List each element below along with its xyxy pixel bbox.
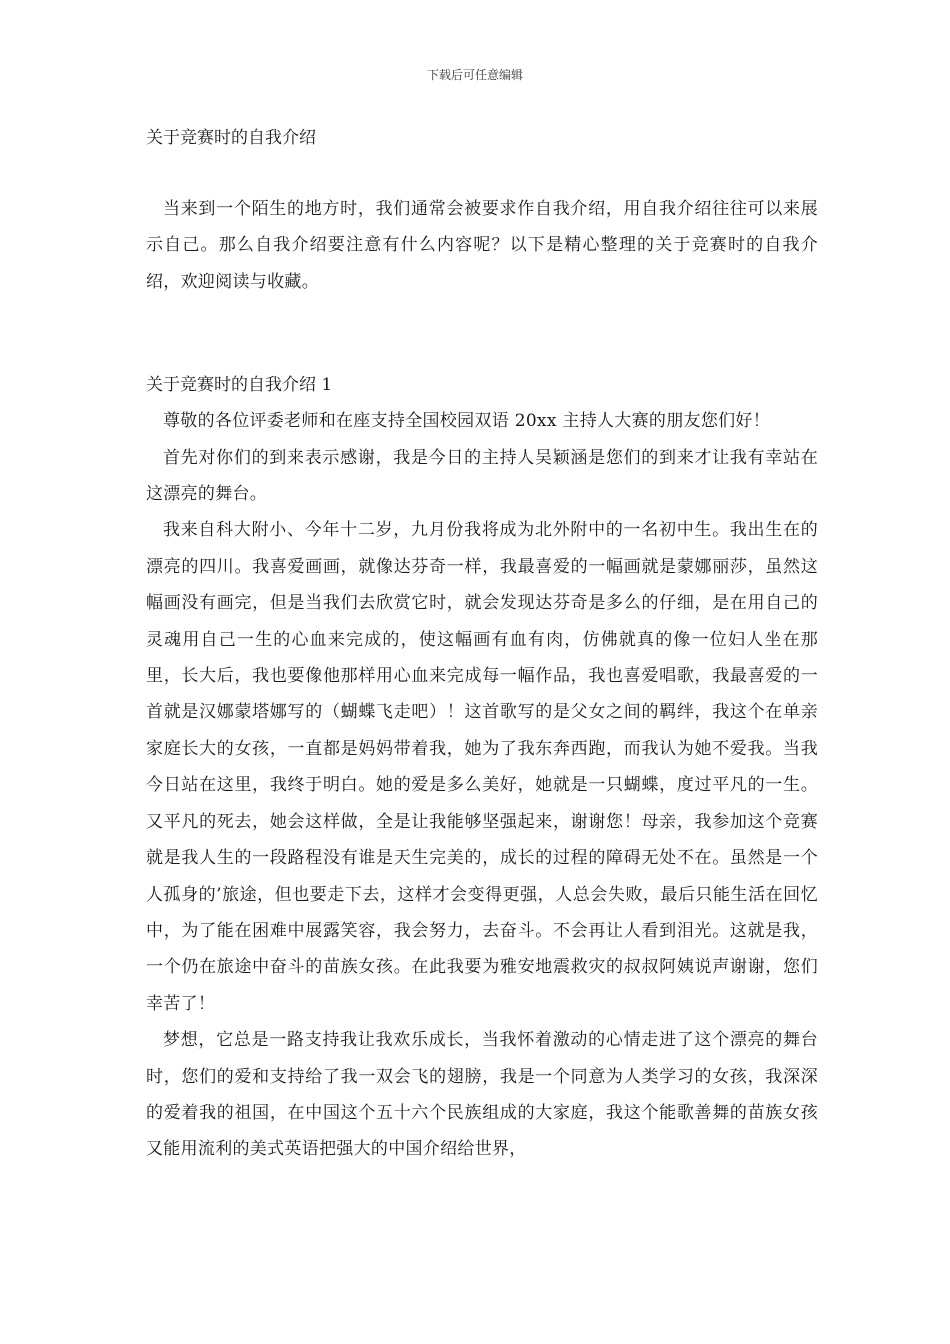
section-heading: 关于竞赛时的自我介绍 1 — [146, 375, 333, 396]
body-paragraph: 首先对你们的到来表示感谢，我是今日的主持人吴颖涵是您们的到来才让我有幸站在这漂亮的舞台。 — [146, 447, 818, 505]
document-title: 关于竞赛时的自我介绍 — [146, 128, 316, 148]
body-paragraph: 梦想，它总是一路支持我让我欢乐成长，当我怀着激动的心情走进了这个漂亮的舞台时，您们的爱和支持给了我一双会飞的翅膀，我是一个同意为人类学习的女孩，我深深的爱着我的祖国，在中国这个五十六个民族组成的大家庭，我这个能歌善舞的苗族女孩又能用流利的美式英语把强大的中国介绍给世界， — [146, 1030, 818, 1160]
page-header: 下载后可任意编辑 — [426, 68, 523, 82]
intro-paragraph: 当来到一个陌生的地方时，我们通常会被要求作自我介绍，用自我介绍往往可以来展示自己。那么自我介绍要注意有什么内容呢？以下是精心整理的关于竞赛时的自我介绍，欢迎阅读与收藏。 — [146, 199, 818, 292]
body-paragraph: 我来自科大附小、今年十二岁，九月份我将成为北外附中的一名初中生。我出生在的漂亮的四川。我喜爱画画，就像达芬奇一样，我最喜爱的一幅画就是蒙娜丽莎，虽然这幅画没有画完，但是当我们去欣赏它时，就会发现达芬奇是多么的仔细，是在用自己的灵魂用自己一生的心血来完成的，使这幅画有血有肉，仿佛就真的像一位妇人坐在那里，长大后，我也要像他那样用心血来完成每一幅作品，我也喜爱唱歌，我最喜爱的一首就是汉娜蒙塔娜写的（蝴蝶飞走吧）！这首歌写的是父女之间的羁绊，我这个在单亲家庭长大的女孩，一直都是妈妈带着我，她为了我东奔西跑，而我认为她不爱我。当我今日站在这里，我终于明白。她的爱是多么美好，她就是一只蝴蝶，度过平凡的一生。又平凡的死去，她会这样做，全是让我能够坚强起来，谢谢您！母亲，我参加这个竞赛就是我人生的一段路程没有谁是天生完美的，成长的过程的障碍无处不在。虽然是一个人孤身的’旅途，但也要走下去，这样才会变得更强，人总会失败，最后只能生活在回忆中，为了能在困难中展露笑容，我会努力，去奋斗。不会再让人看到泪光。这就是我，一个仍在旅途中奋斗的苗族女孩。在此我要为雅安地震救灾的叔叔阿姨说声谢谢，您们幸苦了！ — [146, 520, 818, 1014]
body-paragraph: 尊敬的各位评委老师和在座支持全国校园双语 20xx 主持人大赛的朋友您们好！ — [163, 411, 771, 432]
document-body — [146, 120, 818, 1168]
